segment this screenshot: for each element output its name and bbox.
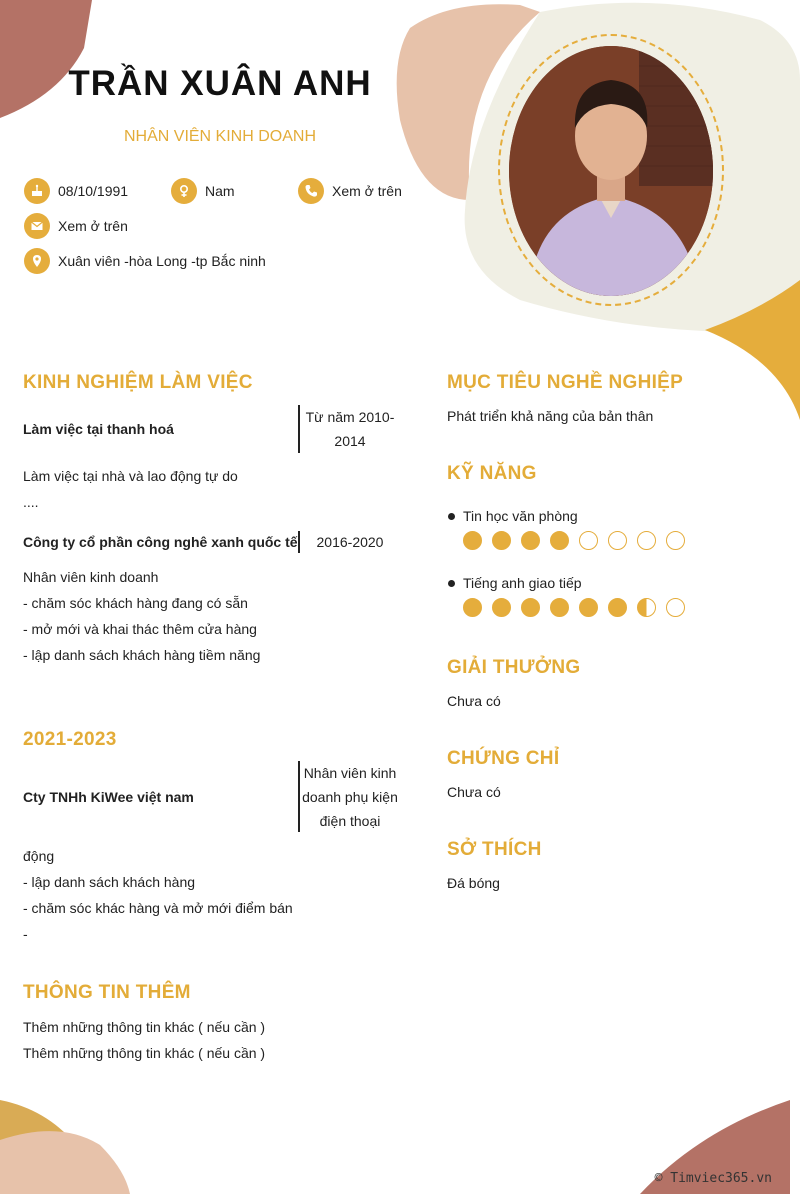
- phone-value: Xem ở trên: [332, 183, 402, 199]
- rating-dot: [492, 531, 511, 550]
- job3-line3: - chăm sóc khác hàng và mở mới điểm bán: [23, 900, 293, 916]
- skill-rating: [463, 598, 695, 617]
- rating-dot: [463, 531, 482, 550]
- mail-icon: [24, 213, 50, 239]
- info-email: [24, 213, 128, 239]
- rating-dot: [608, 531, 627, 550]
- cake-icon: [24, 178, 50, 204]
- bullet-icon: [448, 580, 455, 587]
- gender-icon: [171, 178, 197, 204]
- bottom-left-peach-shape: [0, 1131, 130, 1194]
- job2-divider: [298, 531, 300, 553]
- birthday-value: 08/10/1991: [58, 183, 129, 199]
- hobbies-text: Đá bóng: [447, 875, 500, 891]
- rating-dot: [608, 598, 627, 617]
- info-address: [24, 248, 266, 274]
- skill-rating: [463, 531, 695, 550]
- job2-line2: - chăm sóc khách hàng đang có sẵn: [23, 595, 248, 611]
- rating-dot: [463, 598, 482, 617]
- email-value: Xem ở trên: [58, 218, 128, 234]
- skill-name: Tin học văn phòng: [463, 508, 578, 524]
- rating-dot: [521, 531, 540, 550]
- section-2021-title: 2021-2023: [23, 729, 117, 750]
- candidate-position: NHÂN VIÊN KINH DOANH: [123, 128, 317, 145]
- job2-line3: - mở mới và khai thác thêm cửa hàng: [23, 621, 257, 637]
- info-phone: [298, 178, 402, 204]
- rating-dot: [550, 531, 569, 550]
- certificates-text: Chưa có: [447, 784, 501, 800]
- job2-line1: Nhân viên kinh doanh: [23, 569, 159, 585]
- skill-item: [448, 575, 582, 591]
- awards-title: GIẢI THƯỞNG: [447, 657, 581, 678]
- extra-title: THÔNG TIN THÊM: [23, 982, 191, 1003]
- certificates-title: CHỨNG CHỈ: [447, 748, 560, 769]
- rating-dot: [579, 598, 598, 617]
- bullet-icon: [448, 513, 455, 520]
- job1-divider: [298, 405, 300, 453]
- job3-line2: - lập danh sách khách hàng: [23, 874, 196, 890]
- skill-item: [448, 508, 578, 524]
- job3-company: Cty TNHh KiWee việt nam: [23, 789, 194, 805]
- job1-company: Làm việc tại thanh hoá: [23, 421, 174, 437]
- objective-title: MỤC TIÊU NGHỀ NGHIỆP: [447, 372, 684, 393]
- candidate-name: TRẦN XUÂN ANH: [68, 64, 372, 103]
- job1-line2: ....: [23, 494, 39, 510]
- job1-date: Từ năm 2010-2014: [305, 409, 395, 449]
- extra-line1: Thêm những thông tin khác ( nếu cần ): [23, 1019, 266, 1035]
- map-pin-icon: [24, 248, 50, 274]
- address-value: Xuân viên -hòa Long -tp Bắc ninh: [58, 253, 266, 269]
- rating-dot: [492, 598, 511, 617]
- rating-dot: [666, 531, 685, 550]
- rating-dot: [637, 598, 656, 617]
- job3-line1: động: [23, 848, 55, 864]
- hobbies-title: SỞ THÍCH: [447, 839, 542, 860]
- job3-role: Nhân viên kinh doanh phụ kiện điện thoại: [302, 765, 398, 829]
- job2-date: 2016-2020: [316, 534, 384, 550]
- skill-name: Tiếng anh giao tiếp: [463, 575, 582, 591]
- profile-photo: [509, 46, 713, 296]
- rating-dot: [579, 531, 598, 550]
- gender-value: Nam: [205, 183, 235, 199]
- awards-text: Chưa có: [447, 693, 501, 709]
- rating-dot: [550, 598, 569, 617]
- phone-icon: [298, 178, 324, 204]
- rating-dot: [637, 531, 656, 550]
- experience-title: KINH NGHIỆM LÀM VIỆC: [23, 372, 253, 393]
- rating-dot: [666, 598, 685, 617]
- watermark: © Timviec365.vn: [654, 1171, 772, 1186]
- job1-line1: Làm việc tại nhà và lao động tự do: [23, 468, 238, 484]
- info-birthday: [24, 178, 128, 204]
- job2-company: Công ty cổ phần công nghê xanh quốc tế: [23, 534, 298, 550]
- info-gender: [171, 178, 235, 204]
- job2-line4: - lập danh sách khách hàng tiềm năng: [23, 647, 261, 663]
- extra-line2: Thêm những thông tin khác ( nếu cần ): [23, 1045, 266, 1061]
- objective-text: Phát triển khả năng của bản thân: [447, 408, 654, 424]
- rating-dot: [521, 598, 540, 617]
- skills-title: KỸ NĂNG: [447, 463, 537, 484]
- job3-line4: -: [23, 926, 28, 942]
